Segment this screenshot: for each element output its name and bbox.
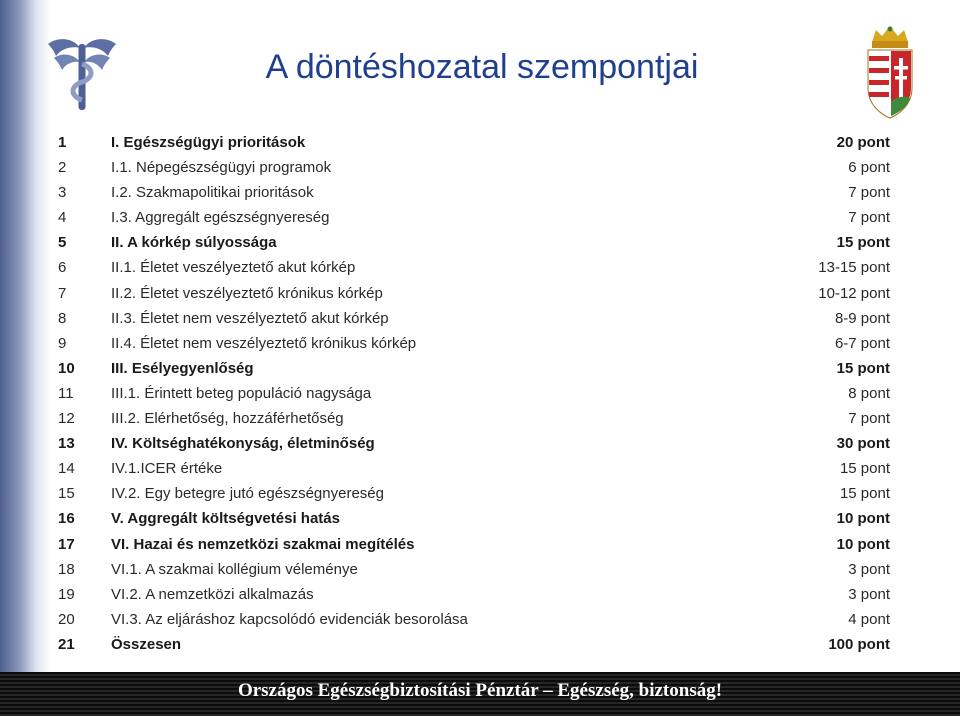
row-label: III.2. Elérhetőség, hozzáférhetőség [111,410,344,428]
table-row [50,431,896,456]
row-points: 7 pont [848,184,890,202]
row-number: 4 [58,209,67,227]
row-label: VI. Hazai és nemzetközi szakmai megítélés [111,535,415,553]
row-number: 19 [58,585,75,603]
hungarian-coat-of-arms-icon [864,24,916,120]
row-number: 21 [58,635,75,653]
row-points: 10 pont [836,535,890,553]
row-points: 3 pont [848,585,890,603]
row-number: 3 [58,184,67,202]
table-row [50,632,896,657]
row-points: 100 pont [828,635,890,653]
row-number: 13 [58,435,75,453]
table-row [50,331,896,356]
row-number: 1 [58,134,67,151]
table-row [50,456,896,481]
criteria-table [50,130,896,657]
row-number: 7 [58,284,67,302]
page-title: A döntéshozatal szempontjai [265,48,699,86]
table-row [50,130,896,155]
row-number: 11 [58,384,74,402]
row-points: 7 pont [848,410,890,428]
table-row [50,255,896,280]
row-number: 14 [58,460,75,478]
table-row [50,281,896,306]
table-row [50,205,896,230]
row-number: 9 [58,334,67,352]
row-points: 13-15 pont [818,259,890,277]
row-label: IV. Költséghatékonyság, életminőség [111,435,375,453]
row-label: II.3. Életet nem veszélyeztető akut kórkép [111,309,389,327]
caduceus-logo-icon [44,34,120,114]
row-points: 7 pont [848,209,890,227]
row-label: IV.1.ICER értéke [111,460,223,478]
row-points: 4 pont [848,610,890,628]
row-label: II.2. Életet veszélyeztető krónikus kórkép [111,284,383,302]
table-row [50,381,896,406]
row-label: III.1. Érintett beteg populáció nagysága [111,384,372,402]
row-points: 3 pont [848,560,890,578]
left-decorative-bar [0,0,36,672]
table-row [50,406,896,431]
row-points: 15 pont [836,234,890,252]
row-number: 15 [58,485,75,503]
row-label: II.4. Életet nem veszélyeztető krónikus kórkép [111,334,417,352]
row-points: 6-7 pont [834,334,890,352]
row-label: I.2. Szakmapolitikai prioritások [111,184,314,202]
row-label: II.1. Életet veszélyeztető akut kórkép [111,259,356,277]
row-points: 10-12 pont [818,284,890,302]
footer-bar [0,672,960,716]
row-label: V. Aggregált költségvetési hatás [111,510,340,528]
table-row [50,481,896,506]
row-points: 8-9 pont [834,309,890,327]
row-label: VI.1. A szakmai kollégium véleménye [111,560,358,578]
table-row [50,180,896,205]
row-label: I. Egészségügyi prioritások [111,134,306,151]
row-number: 16 [58,510,75,528]
table-row [50,230,896,255]
row-label: Összesen [111,635,182,653]
row-points: 8 pont [848,384,890,402]
table-row [50,532,896,557]
table-row [50,557,896,582]
row-label: IV.2. Egy betegre jutó egészségnyereség [111,485,384,503]
row-number: 12 [58,410,75,428]
row-points: 30 pont [836,435,890,453]
row-label: III. Esélyegyenlőség [111,359,254,377]
table-row [50,607,896,632]
row-label: I.3. Aggregált egészségnyereség [111,209,330,227]
row-points: 10 pont [836,510,890,528]
row-points: 15 pont [839,485,890,503]
row-label: I.1. Népegészségügyi programok [111,159,332,177]
table-row [50,506,896,531]
row-number: 17 [58,535,75,553]
row-number: 5 [58,234,67,252]
table-row [50,582,896,607]
row-number: 20 [58,610,75,628]
row-points: 15 pont [836,359,890,377]
row-points: 15 pont [839,460,890,478]
row-points: 20 pont [836,134,890,151]
row-label: II. A kórkép súlyossága [111,234,277,252]
table-row [50,356,896,381]
row-number: 6 [58,259,67,277]
row-number: 8 [58,309,67,327]
row-label: VI.3. Az eljáráshoz kapcsolódó evidenciák besorolása [111,610,468,628]
row-number: 2 [58,159,67,177]
table-row [50,306,896,331]
row-number: 18 [58,560,75,578]
footer-text: Országos Egészségbiztosítási Pénztár – Egészség, biztonság! [237,680,723,701]
row-label: VI.2. A nemzetközi alkalmazás [111,585,314,603]
row-number: 10 [58,359,75,377]
row-points: 6 pont [848,159,890,177]
table-row [50,155,896,180]
